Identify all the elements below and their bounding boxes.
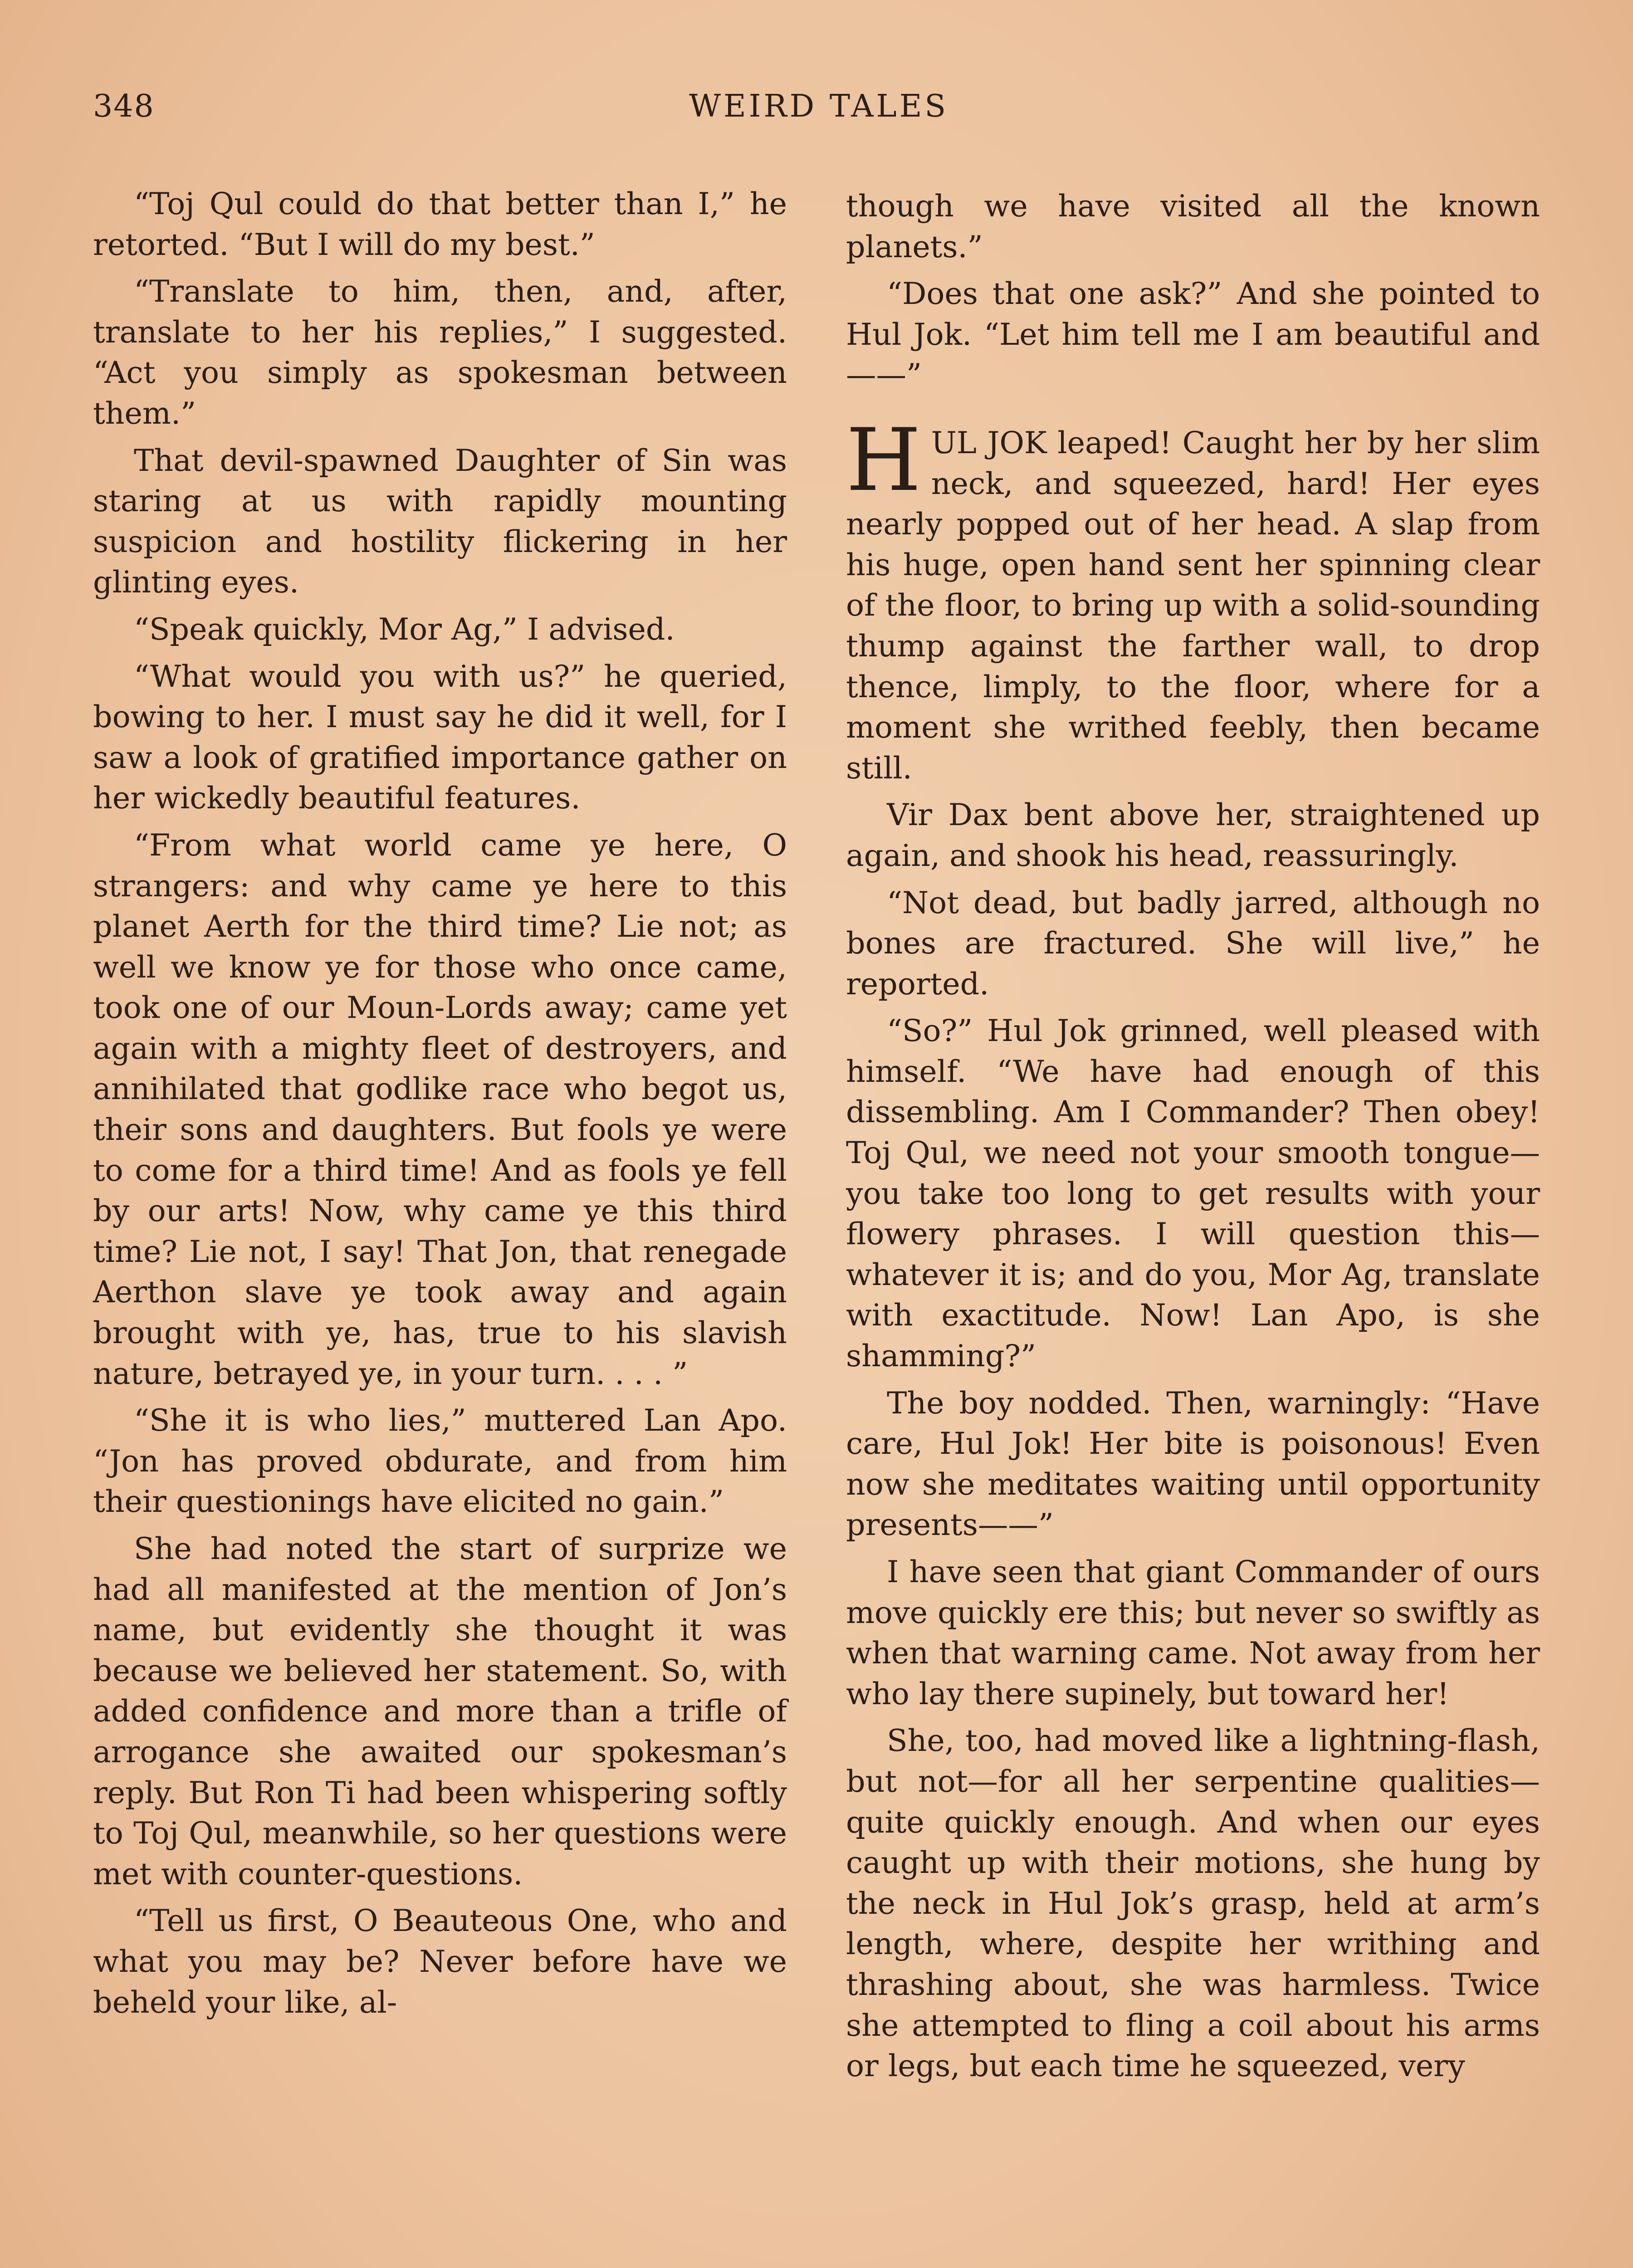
paragraph: “Tell us first, O Beauteous One, who and what you may be? Never before have we beheld your like, al- [93, 1903, 787, 2020]
paragraph: That devil-spawned Daughter of Sin was staring at us with rapidly mounting suspicion and hostility flickering in her glinting eyes. [93, 442, 787, 600]
paragraph: She had noted the start of surprize we had all manifested at the mention of Jon’s name, but evidently she thought it was because we believed her statement. So, with added confidence and more than a trifle of arrogance she awaited our spokesman’s reply. But Ron Ti had been whispering softly to Toj Qul, meanwhile, so her questions were met with counter-questions. [93, 1531, 787, 1892]
paragraph: “Toj Qul could do that better than I,” he retorted. “But I will do my best.” [93, 186, 787, 262]
left-column [93, 184, 787, 2023]
paragraph: The boy nodded. Then, warningly: “Have care, Hul Jok! Her bite is poisonous! Even now she meditates waiting until opportunity presents——” [846, 1385, 1540, 1543]
small-caps-lead: UL JOK [931, 425, 1047, 460]
continued-paragraph: though we have visited all the known planets.” [846, 188, 1540, 264]
paragraph: “Not dead, but badly jarred, although no bones are fractured. She will live,” he reported. [846, 885, 1540, 1002]
paragraph-text: leaped! Caught her by her slim neck, and squeezed, hard! Her eyes nearly popped out of her head. A slap from his huge, open hand sent her spinning clear of the floor, to bring up with a solid-sounding thump against the farther wall, to drop thence, limply, to the floor, where for a moment she writhed feebly, then became still. [846, 425, 1540, 786]
paragraph: I have seen that giant Commander of ours move quickly ere this; but never so swiftly as when that warning came. Not away from her who lay there supinely, but toward her! [846, 1554, 1540, 1711]
paragraph: “Does that one ask?” And she pointed to Hul Jok. “Let him tell me I am beautiful and——” [846, 276, 1540, 393]
paragraph: She, too, had moved like a lightning-flash, but not—for all her serpentine qualities—quite quickly enough. And when our eyes caught up with their motions, she hung by the neck in Hul Jok’s grasp, held at arm’s length, where, despite her writhing and thrashing about, she was harmless. Twice she attempted to fling a coil about his arms or legs, but each time he squeezed, very [846, 1723, 1540, 2084]
page-number: 348 [93, 88, 155, 124]
paragraph: “Translate to him, then, and, after, translate to her his replies,” I suggested. “Act you simply as spokesman between them.” [93, 274, 787, 431]
paragraph: “Speak quickly, Mor Ag,” I advised. [134, 611, 675, 647]
page-header [93, 84, 1545, 134]
paragraph: “She it is who lies,” muttered Lan Apo. “Jon has proved obdurate, and from him their questionings have elicited no gain.” [93, 1403, 787, 1520]
drop-cap: H [846, 410, 921, 510]
section-break-paragraph [846, 410, 1540, 788]
paragraph: “What would you with us?” he queried, bowing to her. I must say he did it well, for I saw a look of gratified importance gather on her wickedly beautiful features. [93, 658, 787, 816]
magazine-page [93, 84, 1545, 2268]
running-head: WEIRD TALES [689, 88, 949, 124]
paragraph: “From what world came ye here, O strangers: and why came ye here to this planet Aerth for the third time? Lie not; as well we know ye for those who once came, took one of our Moun-Lords away; came yet again with a mighty fleet of destroyers, and annihilated that godlike race who begot us, their sons and daughters. But fools ye were to come for a third time! And as fools ye fell by our arts! Now, why came ye this third time? Lie not, I say! That Jon, that renegade Aerthon slave ye took away and again brought with ye, has, true to his slavish nature, betrayed ye, in your turn. . . . ” [93, 827, 787, 1391]
paragraph: “So?” Hul Jok grinned, well pleased with himself. “We have had enough of this dissembling. Am I Commander? Then obey! Toj Qul, we need not your smooth tongue—you take too long to get results with your flowery phrases. I will question this—whatever it is; and do you, Mor Ag, translate with exactitude. Now! Lan Apo, is she shamming?” [846, 1013, 1540, 1374]
right-column [846, 186, 1540, 2087]
paragraph: Vir Dax bent above her, straightened up again, and shook his head, reassuringly. [846, 797, 1540, 873]
